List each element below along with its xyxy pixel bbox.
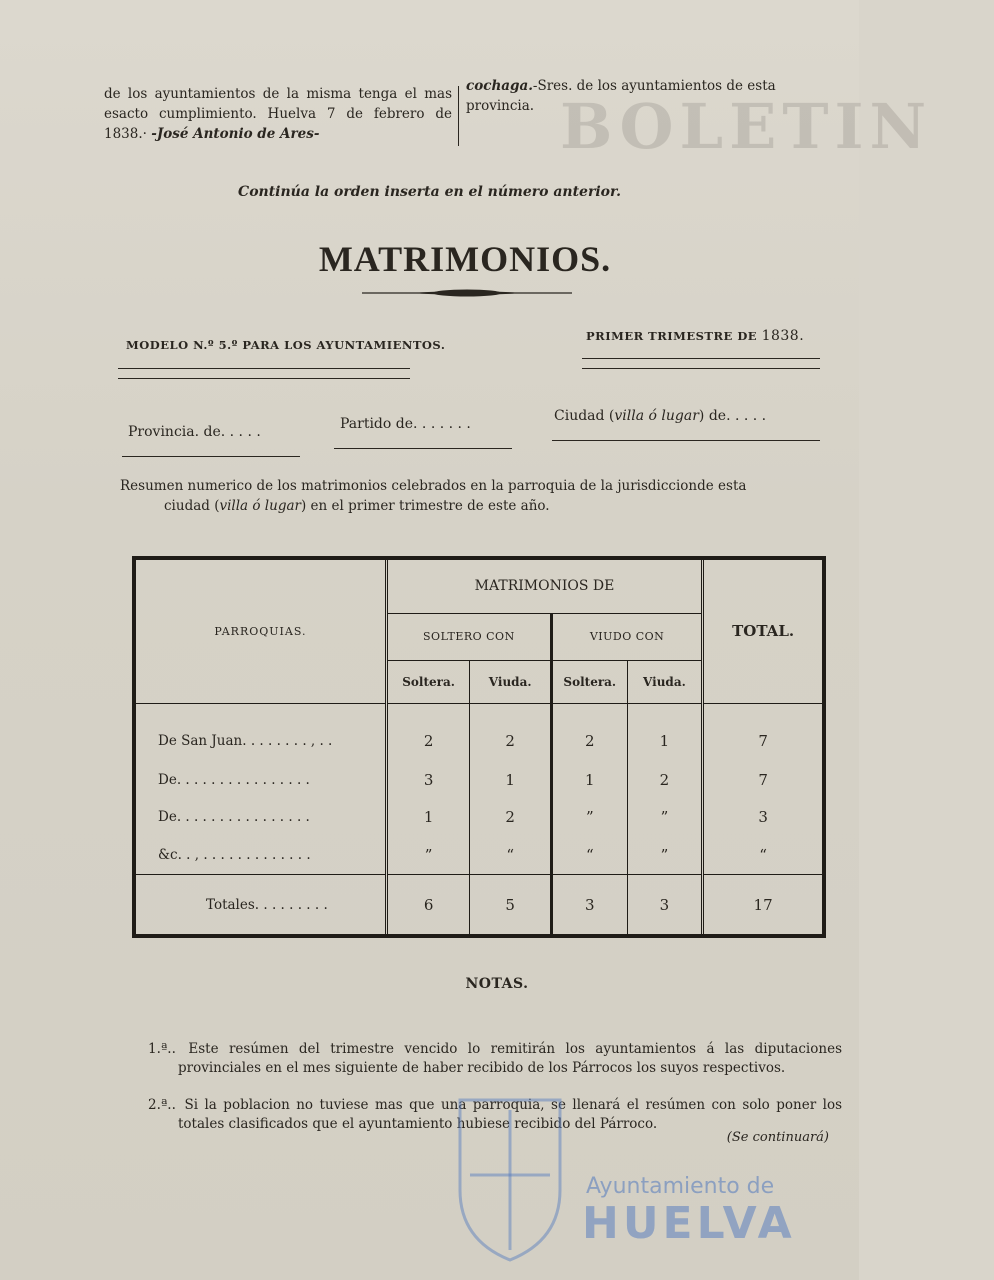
table-row xyxy=(134,798,824,836)
header-total: TOTAL. xyxy=(703,558,824,703)
header-viudo-viuda: Viuda. xyxy=(627,660,703,703)
field-ciudad xyxy=(554,408,766,424)
resumen-line2-prefix: ciudad ( xyxy=(164,498,220,514)
ciudad-suffix: ) de. . . . . xyxy=(698,408,767,424)
ciudad-prefix: Ciudad ( xyxy=(554,408,615,424)
cell-viudo-viuda: ” xyxy=(660,846,669,865)
resumen-line-2 xyxy=(120,496,830,516)
rule-partido xyxy=(334,448,512,449)
cell-viudo-viuda: 2 xyxy=(659,770,670,789)
nota-1-text: Este resúmen del trimestre vencido lo remitirán los ayuntamientos á las diputaciones provinciales en el mes siguiente de haber recibido de los Párrocos los suyos respectivos. xyxy=(178,1041,842,1076)
cell-total: 7 xyxy=(703,761,824,799)
cell-total: “ xyxy=(703,836,824,874)
cell-soltero-soltera: ” xyxy=(386,836,470,874)
column-divider xyxy=(458,86,459,146)
cell-soltero-viuda: “ xyxy=(470,836,552,874)
header-parroquias: PARROQUIAS. xyxy=(134,558,386,703)
totals-row xyxy=(134,875,824,936)
total-viudo-soltera: 3 xyxy=(551,875,627,936)
resumen-paragraph xyxy=(120,476,830,516)
rule-trimestre-1 xyxy=(582,358,820,359)
matrimonios-table xyxy=(132,556,826,938)
table-row xyxy=(134,761,824,799)
cell-soltero-soltera: 2 xyxy=(386,703,470,760)
watermark-line-1: Ayuntamiento de xyxy=(586,1174,775,1199)
row-label: De San Juan. . . . . . . . , . . xyxy=(134,703,386,760)
watermark-line-2: HUELVA xyxy=(582,1198,796,1249)
notas-title: NOTAS. xyxy=(465,976,529,992)
nota-2-number: 2.ª.. xyxy=(148,1097,176,1113)
table-row xyxy=(134,836,824,874)
nota-1-number: 1.ª.. xyxy=(148,1041,176,1057)
cell-viudo-soltera: 2 xyxy=(551,703,627,760)
header-viudo-con: VIUDO CON xyxy=(589,630,665,644)
row-label: De. . . . . . . . . . . . . . . . xyxy=(134,761,386,799)
cell-soltero-viuda: 2 xyxy=(470,703,552,760)
nota-2-text: Si la poblacion no tuviese mas que una parroquia, se llenará el resúmen con solo poner los totales clasificados que el ayuntamiento hubiese recibido del Párroco. xyxy=(178,1097,843,1132)
ciudad-italic: villa ó lugar xyxy=(614,408,699,424)
cell-soltero-viuda: 1 xyxy=(470,761,552,799)
cell-viudo-soltera: 1 xyxy=(551,761,627,799)
cell-soltero-soltera: 3 xyxy=(386,761,470,799)
nota-1 xyxy=(148,1040,842,1078)
page-title: MATRIMONIOS. xyxy=(318,239,612,279)
total-viudo-viuda: 3 xyxy=(627,875,703,936)
rule-ciudad xyxy=(552,440,820,441)
left-column-text xyxy=(104,84,452,144)
rule-trimestre-2 xyxy=(582,368,820,369)
modelo-label: MODELO N.º 5.º PARA LOS AYUNTAMIENTOS. xyxy=(126,338,446,352)
rule-modelo-1 xyxy=(118,368,410,369)
cell-viudo-soltera: “ xyxy=(551,836,627,874)
title-ornament xyxy=(362,286,572,300)
cell-viudo-viuda: 1 xyxy=(659,732,670,751)
trimestre-label xyxy=(586,328,804,344)
resumen-line-1: Resumen numerico de los matrimonios celebrados en la parroquia de la jurisdiccionde esta xyxy=(120,478,747,494)
cell-soltero-viuda: 2 xyxy=(470,798,552,836)
cell-total: 3 xyxy=(703,798,824,836)
header-soltero-soltera: Soltera. xyxy=(386,660,470,703)
trimestre-text: PRIMER TRIMESTRE DE xyxy=(586,329,758,343)
cell-viudo-soltera: ” xyxy=(551,798,627,836)
total-soltero-viuda: 5 xyxy=(470,875,552,936)
row-label: De. . . . . . . . . . . . . . . . xyxy=(134,798,386,836)
total-grand: 17 xyxy=(703,875,824,936)
field-provincia: Provincia. de. . . . . xyxy=(128,424,261,440)
continuation-note: Continúa la orden inserta en el número anterior. xyxy=(238,184,621,200)
right-column-author: cochaga. xyxy=(466,78,533,94)
right-column-text xyxy=(466,76,818,116)
resumen-line2-italic: villa ó lugar xyxy=(219,498,301,514)
header-viudo-soltera: Soltera. xyxy=(551,660,627,703)
right-column-body: -Sres. de los ayuntamientos de esta provincia. xyxy=(466,78,776,114)
rule-modelo-2 xyxy=(118,378,410,379)
header-matrimonios: MATRIMONIOS DE xyxy=(386,558,702,613)
totals-label: Totales. . . . . . . . . xyxy=(134,875,386,936)
rule-provincia xyxy=(122,456,300,457)
continuara-note: (Se continuará) xyxy=(726,1130,829,1145)
resumen-line2-suffix: ) en el primer trimestre de este año. xyxy=(300,498,550,514)
row-label: &c. . , . . . . . . . . . . . . . xyxy=(134,836,386,874)
left-column-author: -José Antonio de Ares- xyxy=(151,126,320,142)
cell-total: 7 xyxy=(703,703,824,760)
cell-viudo-viuda: ” xyxy=(660,808,669,827)
cell-soltero-soltera: 1 xyxy=(386,798,470,836)
table-row xyxy=(134,703,824,760)
field-partido: Partido de. . . . . . . xyxy=(340,416,471,432)
left-column-body: de los ayuntamientos de la misma tenga el mas esacto cumplimiento. Huelva 7 de febrero de 1838.· xyxy=(104,86,452,142)
total-soltero-soltera: 6 xyxy=(386,875,470,936)
header-soltero-con: SOLTERO CON xyxy=(386,613,551,660)
trimestre-year: 1838. xyxy=(761,328,805,344)
header-soltero-viuda: Viuda. xyxy=(470,660,552,703)
background-ghost-text: BOLETIN xyxy=(560,90,933,163)
